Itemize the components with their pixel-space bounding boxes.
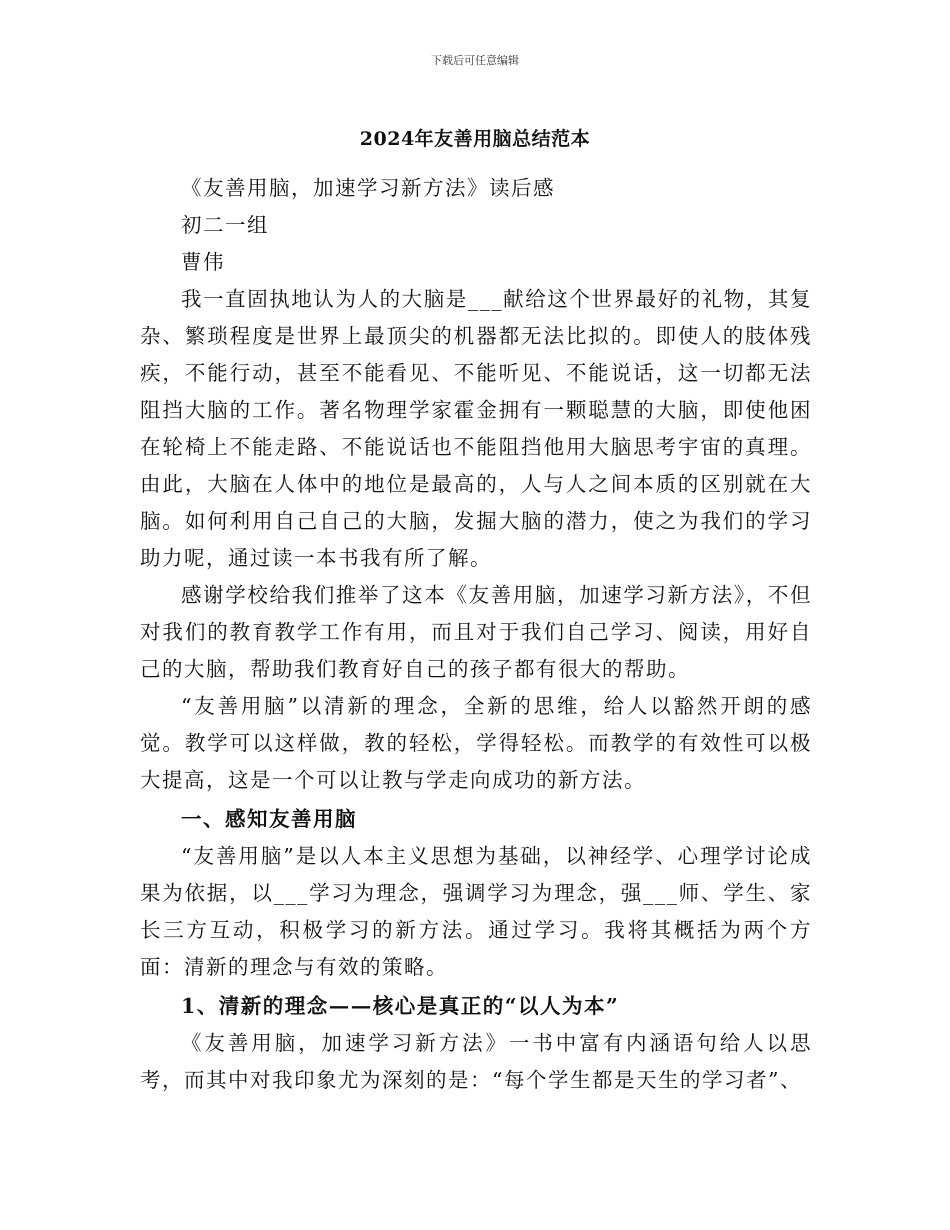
section-heading: 一、感知友善用脑 bbox=[181, 807, 357, 831]
paragraph: 我一直固执地认为人的大脑是___献给这个世界最好的礼物，其复杂、繁琐程度是世界上最顶尖的机器都无法比拟的。即使人的肢体残疾，不能行动，甚至不能看见、不能听见、不能说话，这一切都无法阻挡大脑的工作。著名物理学家霍金拥有一颗聪慧的大脑，即使他困在轮椅上不能走路、不能说话也不能阻挡他用大脑思考宇宙的真理。由此，大脑在人体中的地位是最高的，人与人之间本质的区别就在大脑。如何利用自己自己的大脑，发掘大脑的潜力，使之为我们的学习助力呢，通过读一本书我有所了解。 bbox=[140, 287, 812, 570]
document-body bbox=[140, 170, 812, 1099]
paragraph: “友善用脑”以清新的理念，全新的思维，给人以豁然开朗的感觉。教学可以这样做，教的轻松，学得轻松。而教学的有效性可以极大提高，这是一个可以让教与学走向成功的新方法。 bbox=[140, 694, 812, 792]
document-title: 2024年友善用脑总结范本 bbox=[359, 128, 591, 150]
subsection-heading: 1、清新的理念——核心是真正的“以人为本” bbox=[181, 994, 620, 1018]
paragraph: 《友善用脑，加速学习新方法》一书中富有内涵语句给人以思考，而其中对我印象尤为深刻的是：“每个学生都是天生的学习者”、 bbox=[140, 1031, 812, 1092]
book-title-line: 《友善用脑，加速学习新方法》读后感 bbox=[181, 176, 555, 200]
group-line: 初二一组 bbox=[181, 213, 269, 237]
paragraph: “友善用脑”是以人本主义思想为基础，以神经学、心理学讨论成果为依据，以___学习为理念，强调学习为理念，强___师、学生、家长三方互动，积极学习的新方法。通过学习。我将其概括为两个方面：清新的理念与有效的策略。 bbox=[140, 844, 812, 979]
page-header-note: 下载后可任意编辑 bbox=[431, 54, 519, 67]
paragraph: 感谢学校给我们推举了这本《友善用脑，加速学习新方法》，不但对我们的教育教学工作有用，而且对于我们自己学习、阅读，用好自己的大脑，帮助我们教育好自己的孩子都有很大的帮助。 bbox=[140, 583, 812, 681]
author-line: 曹伟 bbox=[181, 250, 225, 274]
